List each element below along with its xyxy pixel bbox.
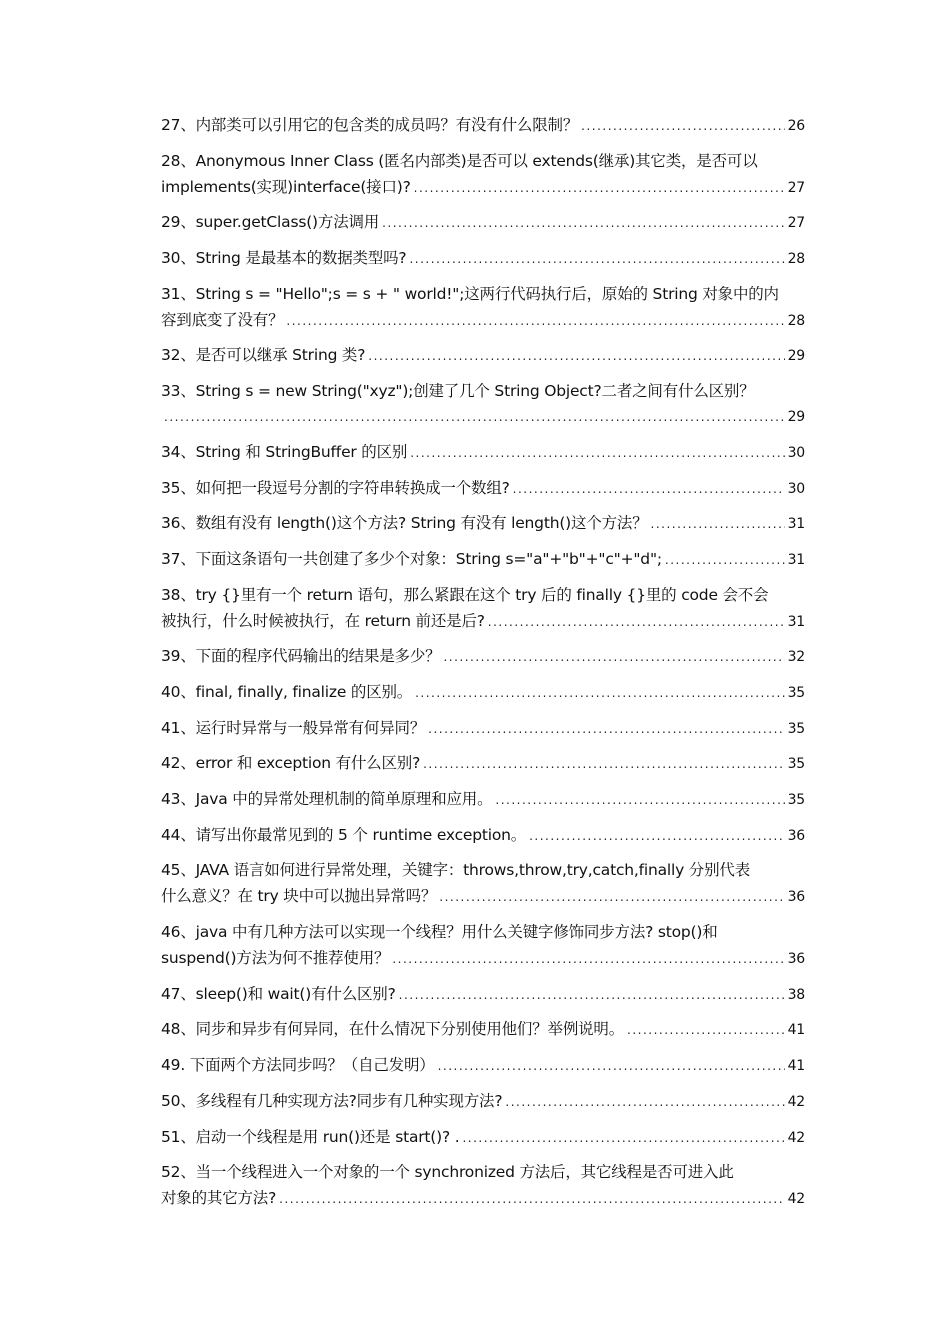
toc-entry-title-line: 对象的其它方法? xyxy=(161,1189,277,1208)
toc-entry-title-line: 34、String 和 StringBuffer 的区别 xyxy=(161,442,408,461)
toc-entry[interactable] xyxy=(161,1016,805,1043)
toc-page-number: 35 xyxy=(787,792,805,808)
toc-entry[interactable] xyxy=(161,857,805,910)
dot-leader xyxy=(414,175,785,201)
toc-page-number: 30 xyxy=(787,480,805,497)
toc-entry-title-line: 39、下面的程序代码输出的结果是多少？ xyxy=(161,647,441,666)
toc-entry[interactable] xyxy=(161,1124,805,1151)
toc-entry-title-line: 29、super.getClass()方法调用 xyxy=(161,213,380,232)
toc-entry[interactable] xyxy=(161,378,805,430)
dot-leader xyxy=(488,609,785,635)
toc-entry-title-line: 32、是否可以继承 String 类? xyxy=(161,346,366,365)
toc-page-number: 42 xyxy=(787,1093,805,1110)
dot-leader xyxy=(423,751,784,777)
toc-entry-title-line: 33、String s = new String("xyz");创建了几个 String Object?二者之间有什么区别？ xyxy=(161,382,755,401)
toc-entry[interactable] xyxy=(161,786,805,813)
dot-leader xyxy=(495,787,784,813)
dot-leader xyxy=(438,1053,785,1079)
toc-page-number: 38 xyxy=(787,986,805,1003)
dot-leader xyxy=(627,1017,785,1043)
toc-entry-last-line xyxy=(161,679,805,706)
toc-entry[interactable] xyxy=(161,750,805,777)
toc-entry-title-line: 46、java 中有几种方法可以实现一个线程？用什么关键字修饰同步方法? stop()和 xyxy=(161,923,718,942)
toc-page-number: 41 xyxy=(787,1022,805,1039)
toc-page-number: 36 xyxy=(787,827,805,844)
toc-entry-title-line: 28、Anonymous Inner Class (匿名内部类)是否可以 extends(继承)其它类，是否可以 xyxy=(161,151,758,170)
dot-leader xyxy=(651,511,785,537)
toc-page-number: 31 xyxy=(787,613,805,630)
toc-page-number: 29 xyxy=(787,348,805,365)
toc-entry-title-line: 50、多线程有几种实现方法?同步有几种实现方法? xyxy=(161,1091,503,1110)
toc-entry-title-line: 容到底变了没有？ xyxy=(161,310,284,329)
table-of-contents xyxy=(161,112,805,1221)
dot-leader xyxy=(529,823,784,849)
toc-entry-title-line: 35、如何把一段逗号分割的字符串转换成一个数组? xyxy=(161,478,510,497)
toc-entry-title-line: 40、final, finally, finalize 的区别。 xyxy=(161,682,413,701)
dot-leader xyxy=(164,404,785,430)
dot-leader xyxy=(513,476,785,502)
dot-leader xyxy=(392,946,784,972)
toc-entry-title-line: 31、String s = "Hello";s = s + " world!";这两行代码执行后，原始的 String 对象中的内 xyxy=(161,284,779,303)
toc-entry[interactable] xyxy=(161,1159,805,1212)
toc-entry-last-line xyxy=(161,174,805,201)
toc-entry-title-line: 被执行，什么时候被执行，在 return 前还是后? xyxy=(161,611,485,630)
toc-page-number: 27 xyxy=(787,179,805,196)
toc-entry-last-line xyxy=(161,404,805,430)
toc-page-number: 28 xyxy=(787,312,805,329)
toc-entry-title-line: 44、请写出你最常见到的 5 个 runtime exception。 xyxy=(161,825,527,844)
toc-entry[interactable] xyxy=(161,981,805,1008)
toc-page-number: 36 xyxy=(787,951,805,968)
toc-entry-title-line: 47、sleep()和 wait()有什么区别? xyxy=(161,984,396,1003)
toc-entry[interactable] xyxy=(161,475,805,502)
toc-page-number: 41 xyxy=(787,1058,805,1075)
toc-entry[interactable] xyxy=(161,281,805,334)
toc-entry-title-line: 什么意义？在 try 块中可以抛出异常吗？ xyxy=(161,887,437,906)
toc-page-number: 26 xyxy=(787,118,805,134)
toc-entry[interactable] xyxy=(161,643,805,670)
toc-entry-last-line xyxy=(161,510,805,537)
toc-page-number: 27 xyxy=(787,215,805,232)
toc-entry-title-line: 38、try {}里有一个 return 语句，那么紧跟在这个 try 后的 finally {}里的 code 会不会 xyxy=(161,585,769,604)
dot-leader xyxy=(505,1089,784,1115)
toc-page-number: 28 xyxy=(787,251,805,268)
toc-entry-last-line xyxy=(161,750,805,777)
toc-entry-title-line: implements(实现)interface(接口)? xyxy=(161,177,411,196)
dot-leader xyxy=(368,343,784,369)
dot-leader xyxy=(581,113,784,139)
toc-entry-title-line: 45、JAVA 语言如何进行异常处理，关键字：throws,throw,try,catch,finally 分别代表 xyxy=(161,861,751,880)
dot-leader xyxy=(399,982,785,1008)
dot-leader xyxy=(286,308,784,334)
toc-entry-title-line: 52、当一个线程进入一个对象的一个 synchronized 方法后，其它线程是否可进入此 xyxy=(161,1163,734,1182)
toc-entry-last-line xyxy=(161,475,805,502)
toc-entry-title-line: 42、error 和 exception 有什么区别? xyxy=(161,754,421,773)
toc-entry-title-line: 30、String 是最基本的数据类型吗? xyxy=(161,249,407,268)
toc-entry-last-line xyxy=(161,981,805,1008)
toc-entry-last-line xyxy=(161,307,805,334)
toc-entry[interactable] xyxy=(161,822,805,849)
toc-entry-title-line: 49. 下面两个方法同步吗？（自己发明） xyxy=(161,1056,435,1075)
toc-entry-title-line: suspend()方法为何不推荐使用？ xyxy=(161,949,390,968)
toc-entry-last-line xyxy=(161,883,805,910)
toc-entry-title-line: 37、下面这条语句一共创建了多少个对象：String s="a"+"b"+"c"+"d"; xyxy=(161,549,662,568)
toc-entry[interactable] xyxy=(161,919,805,972)
toc-entry[interactable] xyxy=(161,148,805,201)
dot-leader xyxy=(428,716,784,742)
dot-leader xyxy=(382,210,784,236)
toc-entry-last-line xyxy=(161,715,805,742)
toc-entry[interactable] xyxy=(161,439,805,466)
dot-leader xyxy=(410,440,784,466)
toc-entry[interactable] xyxy=(161,546,805,573)
toc-entry-title-line: 36、数组有没有 length()这个方法? String 有没有 length()这个方法？ xyxy=(161,514,648,533)
toc-entry[interactable] xyxy=(161,342,805,369)
toc-page-number: 35 xyxy=(787,756,805,773)
dot-leader xyxy=(665,547,785,573)
toc-entry-last-line xyxy=(161,1052,805,1079)
toc-entry-last-line xyxy=(161,608,805,635)
dot-leader xyxy=(415,680,784,706)
toc-entry-last-line xyxy=(161,1185,805,1212)
toc-entry-last-line xyxy=(161,546,805,573)
toc-page-number: 35 xyxy=(787,720,805,737)
toc-entry-last-line xyxy=(161,822,805,849)
toc-entry[interactable] xyxy=(161,679,805,706)
dot-leader xyxy=(462,1125,784,1151)
toc-entry-last-line xyxy=(161,786,805,813)
toc-entry[interactable] xyxy=(161,510,805,537)
toc-entry[interactable] xyxy=(161,1088,805,1115)
toc-entry-title-line: 43、Java 中的异常处理机制的简单原理和应用。 xyxy=(161,790,493,808)
toc-entry[interactable] xyxy=(161,582,805,635)
toc-entry-last-line xyxy=(161,1088,805,1115)
toc-page-number: 29 xyxy=(787,409,805,426)
toc-entry-last-line xyxy=(161,1124,805,1151)
toc-page-number: 32 xyxy=(787,649,805,666)
dot-leader xyxy=(279,1186,784,1212)
toc-page-number: 31 xyxy=(787,516,805,533)
toc-entry[interactable] xyxy=(161,1052,805,1079)
toc-entry-title-line: 41、运行时异常与一般异常有何异同？ xyxy=(161,718,426,737)
toc-entry-last-line xyxy=(161,439,805,466)
toc-entry[interactable] xyxy=(161,112,805,139)
toc-entry-last-line xyxy=(161,245,805,272)
toc-entry-title-line: 48、同步和异步有何异同，在什么情况下分别使用他们？举例说明。 xyxy=(161,1020,625,1039)
dot-leader xyxy=(409,246,784,272)
toc-page-number: 36 xyxy=(787,889,805,906)
toc-entry-title-line: 51、启动一个线程是用 run()还是 start()? . xyxy=(161,1127,460,1146)
toc-entry-last-line xyxy=(161,209,805,236)
toc-entry-last-line xyxy=(161,945,805,972)
dot-leader xyxy=(443,644,784,670)
toc-entry-last-line xyxy=(161,1016,805,1043)
toc-entry[interactable] xyxy=(161,245,805,272)
toc-page-number: 35 xyxy=(787,684,805,701)
toc-entry-last-line xyxy=(161,342,805,369)
toc-page-number: 30 xyxy=(787,444,805,461)
dot-leader xyxy=(439,884,784,910)
toc-entry-last-line xyxy=(161,112,805,139)
toc-page-number: 31 xyxy=(787,551,805,568)
toc-entry[interactable] xyxy=(161,209,805,236)
toc-page-number: 42 xyxy=(787,1191,805,1208)
toc-entry[interactable] xyxy=(161,715,805,742)
toc-page-number: 42 xyxy=(787,1129,805,1146)
toc-entry-last-line xyxy=(161,643,805,670)
toc-entry-title-line: 27、内部类可以引用它的包含类的成员吗？有没有什么限制？ xyxy=(161,116,579,134)
